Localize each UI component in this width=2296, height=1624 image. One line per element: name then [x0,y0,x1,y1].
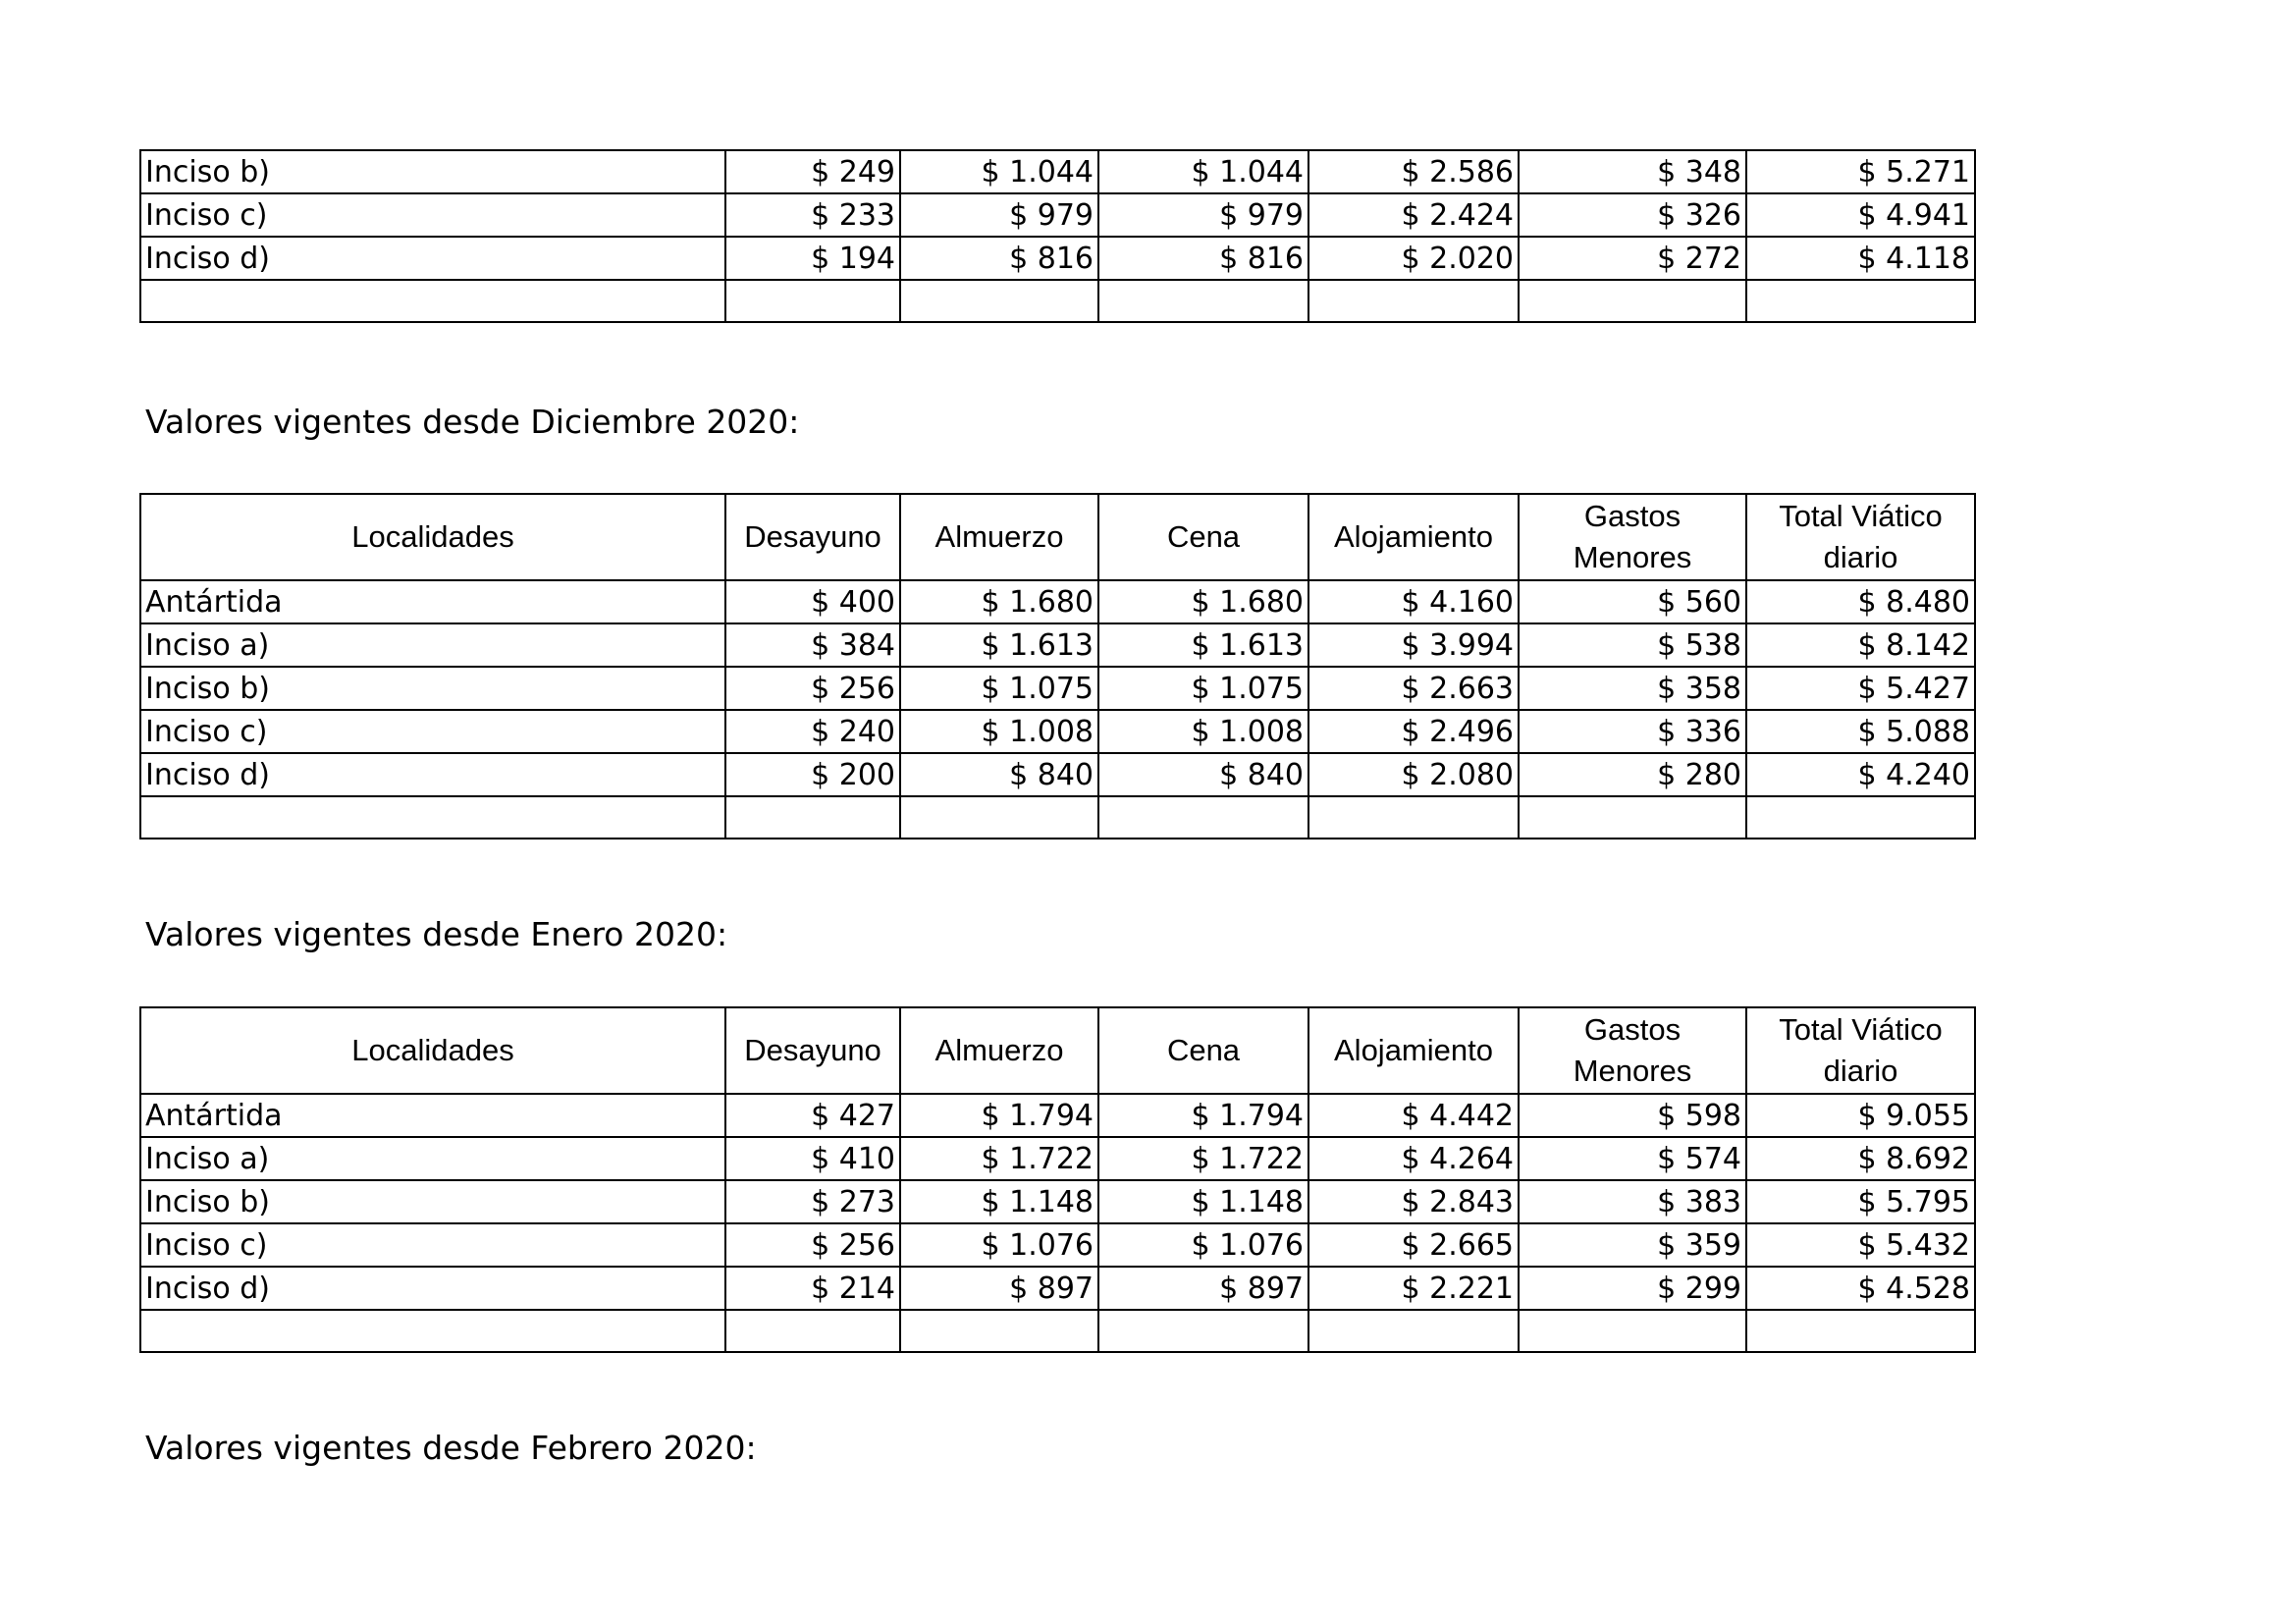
header-almuerzo: Almuerzo [900,494,1098,580]
cell-localidad: Inciso c) [140,710,725,753]
cell-localidad: Inciso d) [140,753,725,796]
cell-empty [1519,1310,1746,1352]
cell-value: $ 2.586 [1308,150,1519,193]
cell-empty [725,1310,900,1352]
cell-empty [900,1310,1098,1352]
header-cena: Cena [1098,1007,1308,1094]
cell-value: $ 4.160 [1308,580,1519,623]
header-localidades: Localidades [140,1007,725,1094]
cell-empty [1519,796,1746,839]
cell-empty [1308,280,1519,322]
cell-value: $ 4.442 [1308,1094,1519,1137]
table-diciembre-body [140,580,1975,839]
cell-value: $ 272 [1519,237,1746,280]
cell-empty [1519,280,1746,322]
cell-value: $ 538 [1519,623,1746,667]
cell-value: $ 1.680 [900,580,1098,623]
table-row [140,623,1975,667]
cell-value: $ 2.663 [1308,667,1519,710]
cell-value: $ 5.427 [1746,667,1975,710]
cell-value: $ 273 [725,1180,900,1223]
cell-empty [140,796,725,839]
cell-localidad: Inciso b) [140,667,725,710]
cell-value: $ 4.118 [1746,237,1975,280]
cell-value: $ 1.076 [1098,1223,1308,1267]
cell-value: $ 1.613 [1098,623,1308,667]
cell-value: $ 2.020 [1308,237,1519,280]
table-row [140,710,1975,753]
cell-value: $ 4.528 [1746,1267,1975,1310]
cell-value: $ 256 [725,1223,900,1267]
header-gastos-menores: Gastos Menores [1519,494,1746,580]
cell-value: $ 194 [725,237,900,280]
cell-value: $ 359 [1519,1223,1746,1267]
cell-value: $ 9.055 [1746,1094,1975,1137]
cell-value: $ 8.480 [1746,580,1975,623]
header-desayuno: Desayuno [725,1007,900,1094]
cell-localidad: Inciso c) [140,1223,725,1267]
cell-empty [725,796,900,839]
cell-localidad: Inciso b) [140,1180,725,1223]
cell-empty [900,796,1098,839]
cell-value: $ 240 [725,710,900,753]
cell-localidad: Antártida [140,580,725,623]
table-row [140,150,1975,193]
cell-empty [140,280,725,322]
cell-value: $ 1.794 [900,1094,1098,1137]
cell-value: $ 1.008 [1098,710,1308,753]
cell-value: $ 897 [900,1267,1098,1310]
header-desayuno: Desayuno [725,494,900,580]
cell-value: $ 574 [1519,1137,1746,1180]
cell-empty [1098,280,1308,322]
cell-empty [140,1310,725,1352]
header-alojamiento: Alojamiento [1308,494,1519,580]
cell-value: $ 598 [1519,1094,1746,1137]
cell-value: $ 427 [725,1094,900,1137]
cell-value: $ 816 [1098,237,1308,280]
cell-value: $ 1.722 [900,1137,1098,1180]
table-header [140,1007,1975,1094]
table-row [140,193,1975,237]
cell-value: $ 1.722 [1098,1137,1308,1180]
table-row-empty [140,280,1975,322]
header-alojamiento: Alojamiento [1308,1007,1519,1094]
cell-value: $ 979 [900,193,1098,237]
header-total-viatico: Total Viático diario [1746,1007,1975,1094]
table-top [139,149,1976,323]
cell-value: $ 2.496 [1308,710,1519,753]
cell-value: $ 816 [900,237,1098,280]
cell-empty [1308,1310,1519,1352]
table-row [140,580,1975,623]
cell-empty [725,280,900,322]
cell-value: $ 1.794 [1098,1094,1308,1137]
cell-empty [1746,796,1975,839]
table-row [140,1223,1975,1267]
cell-value: $ 560 [1519,580,1746,623]
cell-localidad: Inciso c) [140,193,725,237]
cell-localidad: Inciso b) [140,150,725,193]
cell-value: $ 4.264 [1308,1137,1519,1180]
heading-febrero-2020: Valores vigentes desde Febrero 2020: [145,1429,757,1467]
cell-value: $ 2.424 [1308,193,1519,237]
cell-value: $ 326 [1519,193,1746,237]
cell-value: $ 299 [1519,1267,1746,1310]
header-total-viatico: Total Viático diario [1746,494,1975,580]
cell-value: $ 383 [1519,1180,1746,1223]
cell-value: $ 8.692 [1746,1137,1975,1180]
cell-value: $ 200 [725,753,900,796]
header-almuerzo: Almuerzo [900,1007,1098,1094]
cell-value: $ 5.432 [1746,1223,1975,1267]
cell-value: $ 1.075 [1098,667,1308,710]
cell-value: $ 1.008 [900,710,1098,753]
cell-value: $ 8.142 [1746,623,1975,667]
table-header [140,494,1975,580]
cell-value: $ 897 [1098,1267,1308,1310]
cell-value: $ 1.044 [900,150,1098,193]
cell-value: $ 358 [1519,667,1746,710]
table-diciembre-2020 [139,493,1976,839]
header-localidades: Localidades [140,494,725,580]
table-row [140,667,1975,710]
cell-empty [1098,796,1308,839]
cell-empty [1308,796,1519,839]
cell-value: $ 280 [1519,753,1746,796]
cell-value: $ 1.075 [900,667,1098,710]
table-row [140,1180,1975,1223]
cell-value: $ 4.240 [1746,753,1975,796]
cell-value: $ 2.221 [1308,1267,1519,1310]
cell-value: $ 249 [725,150,900,193]
cell-value: $ 233 [725,193,900,237]
cell-value: $ 214 [725,1267,900,1310]
table-row [140,1267,1975,1310]
cell-value: $ 2.080 [1308,753,1519,796]
header-cena: Cena [1098,494,1308,580]
cell-value: $ 3.994 [1308,623,1519,667]
cell-value: $ 1.076 [900,1223,1098,1267]
header-gastos-menores: Gastos Menores [1519,1007,1746,1094]
cell-localidad: Inciso a) [140,623,725,667]
table-top-body [140,150,1975,322]
cell-value: $ 5.795 [1746,1180,1975,1223]
cell-value: $ 348 [1519,150,1746,193]
cell-value: $ 2.665 [1308,1223,1519,1267]
table-row-empty [140,1310,1975,1352]
table-row [140,237,1975,280]
cell-value: $ 4.941 [1746,193,1975,237]
cell-empty [1746,280,1975,322]
cell-localidad: Inciso a) [140,1137,725,1180]
table-row [140,753,1975,796]
cell-value: $ 1.613 [900,623,1098,667]
table-row [140,1137,1975,1180]
cell-value: $ 1.148 [900,1180,1098,1223]
cell-value: $ 5.271 [1746,150,1975,193]
table-enero-body [140,1094,1975,1352]
cell-value: $ 1.148 [1098,1180,1308,1223]
cell-value: $ 5.088 [1746,710,1975,753]
cell-value: $ 410 [725,1137,900,1180]
heading-diciembre-2020: Valores vigentes desde Diciembre 2020: [145,403,800,441]
cell-localidad: Inciso d) [140,237,725,280]
table-row [140,1094,1975,1137]
cell-localidad: Inciso d) [140,1267,725,1310]
cell-localidad: Antártida [140,1094,725,1137]
cell-value: $ 840 [1098,753,1308,796]
cell-empty [1746,1310,1975,1352]
cell-value: $ 336 [1519,710,1746,753]
cell-value: $ 256 [725,667,900,710]
table-row-empty [140,796,1975,839]
cell-value: $ 2.843 [1308,1180,1519,1223]
cell-value: $ 840 [900,753,1098,796]
cell-value: $ 384 [725,623,900,667]
heading-enero-2020: Valores vigentes desde Enero 2020: [145,915,728,953]
cell-value: $ 400 [725,580,900,623]
cell-empty [1098,1310,1308,1352]
table-enero-2020 [139,1006,1976,1353]
cell-value: $ 1.044 [1098,150,1308,193]
cell-value: $ 1.680 [1098,580,1308,623]
cell-value: $ 979 [1098,193,1308,237]
cell-empty [900,280,1098,322]
